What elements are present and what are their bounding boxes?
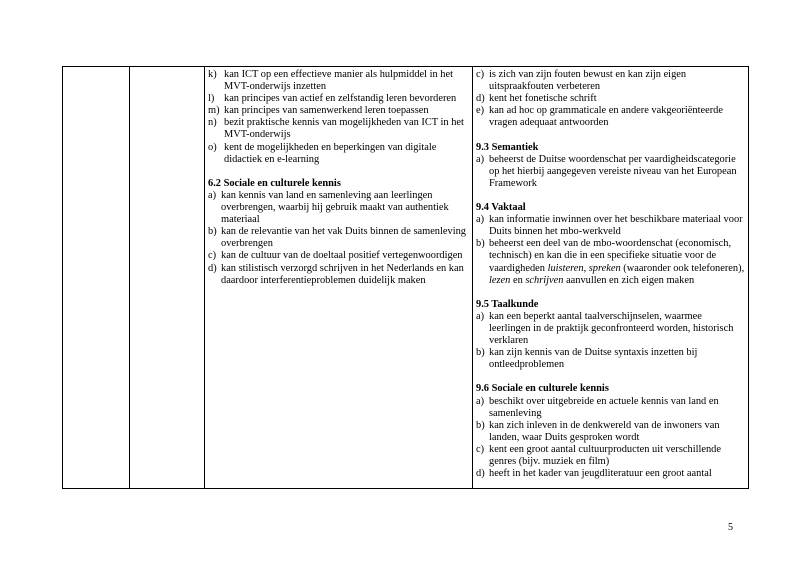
list-item: d) kent het fonetische schrift <box>476 93 597 105</box>
list-item: c) kan de cultuur van de doeltaal positief vertegenwoordigen <box>208 250 463 262</box>
list-item: b) kan zijn kennis van de Duitse syntaxis inzetten bij ontleedproblemen <box>476 347 698 371</box>
section-heading: 9.5 Taalkunde <box>476 298 539 310</box>
list-item: b) kan de relevantie van het vak Duits binnen de samenleving overbrengen <box>208 226 466 250</box>
list-item: m) kan principes van samenwerkend leren toepassen <box>208 105 429 117</box>
table-col-2 <box>130 67 205 488</box>
page-number: 5 <box>728 522 733 533</box>
list-item: l) kan principes van actief en zelfstandig leren bevorderen <box>208 93 457 105</box>
table-col-3 <box>205 67 473 488</box>
section-heading: 6.2 Sociale en culturele kennis <box>208 177 341 189</box>
list-item: a) kan kennis van land en samenleving aan leerlingen overbrengen, waarbij hij gebruik maakt van authentiek materiaal <box>208 189 449 226</box>
competency-table <box>62 66 749 489</box>
list-item: c) kent een groot aantal cultuurproducten uit verschillende genres (bijv. muziek en film) <box>476 443 721 467</box>
table-col-1 <box>63 67 130 488</box>
list-item: b) beheerst een deel van de mbo-woordenschat (economisch, technisch) en kan die in een specifieke situatie voor de vaardigheden luisteren, spreken (waaronder ook telefoneren), lezen en schrijven aanvullen en zich eigen maken <box>476 238 745 286</box>
table-col-4 <box>473 67 748 488</box>
list-item: a) beschikt over uitgebreide en actuele kennis van land en samenleving <box>476 395 719 419</box>
list-item: a) kan een beperkt aantal taalverschijnselen, waarmee leerlingen in de praktijk geconfronteerd worden, historisch verklaren <box>476 310 734 347</box>
list-item: d) heeft in het kader van jeugdliteratuur een groot aantal <box>476 468 712 480</box>
list-item: e) kan ad hoc op grammaticale en andere vakgeoriënteerde vragen adequaat antwoorden <box>476 105 723 129</box>
list-item: b) kan zich inleven in de denkwereld van de inwoners van landen, waar Duits gesproken wordt <box>476 419 720 443</box>
section-heading: 9.6 Sociale en culturele kennis <box>476 383 609 395</box>
section-heading: 9.4 Vaktaal <box>476 202 526 214</box>
list-item: a) kan informatie inwinnen over het beschikbare materiaal voor Duits binnen het mbo-werkveld <box>476 214 743 238</box>
list-item: o) kent de mogelijkheden en beperkingen van digitale didactiek en e-learning <box>208 141 437 165</box>
list-item: d) kan stilistisch verzorgd schrijven in het Nederlands en kan daardoor interferentieproblemen duidelijk maken <box>208 262 464 286</box>
list-item: c) is zich van zijn fouten bewust en kan zijn eigen uitspraakfouten verbeteren <box>476 69 687 93</box>
list-item-text: beheerst een deel van de mbo-woordenschat (economisch, technisch) en kan die in een specifieke situatie voor de vaardigheden luisteren, spreken (waaronder ook telefoneren), lezen en schrijven aanvullen en zich eigen maken <box>489 238 745 286</box>
section-heading: 9.3 Semantiek <box>476 141 539 153</box>
list-item: n) bezit praktische kennis van mogelijkheden van ICT in het MVT-onderwijs <box>208 117 464 141</box>
list-item: a) beheerst de Duitse woordenschat per vaardigheidscategorie op het hierbij aangegeven vereiste niveau van het European Framework <box>476 153 737 189</box>
list-item: k) kan ICT op een effectieve manier als hulpmiddel in het MVT-onderwijs inzetten <box>208 69 453 93</box>
